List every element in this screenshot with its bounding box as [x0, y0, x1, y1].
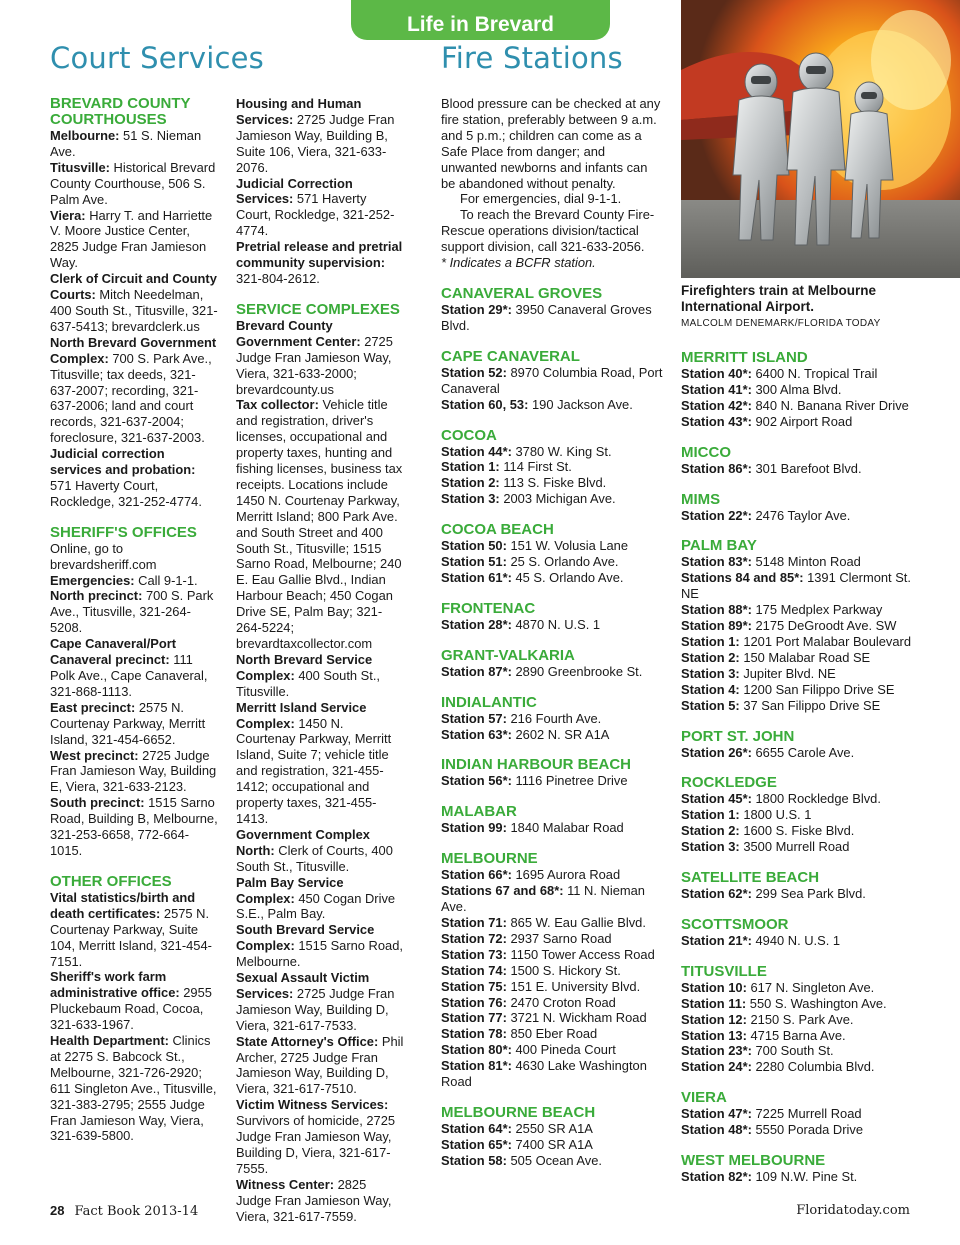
section-heading: CAPE CANAVERAL — [441, 347, 580, 365]
station-entry: Station 44*: 3780 W. King St. — [441, 443, 612, 459]
entry: North precinct: 700 S. Park Ave., Titusville, 321-264-5208. — [50, 588, 214, 636]
entry: East precinct: 2575 N. Courtenay Parkway, Merritt Island, 321-454-6652. — [50, 699, 206, 747]
station-entry: Station 99: 1840 Malabar Road — [441, 820, 624, 836]
station-entry: Station 1: 114 First St. — [441, 459, 572, 475]
station-entry: Station 80*: 400 Pineda Court — [441, 1042, 616, 1058]
section-heading: CANAVERAL GROVES — [441, 284, 603, 302]
entry: Palm Bay Service Complex: 450 Cogan Drive S.E., Palm Bay. — [236, 874, 396, 922]
section-heading: VIERA — [681, 1089, 727, 1107]
station-entry: Station 48*: 5550 Porada Drive — [681, 1122, 863, 1138]
station-entry: Station 5: 37 San Filippo Drive SE — [681, 697, 881, 713]
entry: Vital statistics/birth and death certificates: 2575 N. Courtenay Parkway, Suite 104, Merritt Island, 321-454-7151. — [50, 889, 212, 969]
entry: Sexual Assault Victim Services: 2725 Judge Fran Jamieson Way, Building D, Viera, 321-617-7533. — [236, 970, 395, 1033]
station-entry: Station 74: 1500 S. Hickory St. — [441, 962, 621, 978]
station-entry: Station 77: 3721 N. Wickham Road — [441, 1010, 647, 1026]
station-entry: Station 40*: 6400 N. Tropical Trail — [681, 366, 878, 381]
section-heading: COCOA — [441, 426, 497, 444]
section-heading: PALM BAY — [681, 537, 757, 555]
entry: Cape Canaveral/Port Canaveral precinct: 111 Polk Ave., Cape Canaveral, 321-868-1113. — [50, 636, 208, 699]
section-heading: MALABAR — [441, 803, 517, 821]
court-column-1 — [50, 96, 218, 1144]
entry: South precinct: 1515 Sarno Road, Building B, Melbourne, 321-253-6658, 772-664-1015. — [50, 795, 218, 858]
entry: South Brevard Service Complex: 1515 Sarno Road, Melbourne. — [236, 922, 403, 970]
station-entry: Station 76: 2470 Croton Road — [441, 994, 616, 1010]
section-heading: SERVICE COMPLEXES — [236, 300, 400, 318]
station-entry: Station 66*: 1695 Aurora Road — [441, 867, 621, 883]
station-entry: Station 3: 3500 Murrell Road — [681, 839, 850, 855]
station-entry: Station 45*: 1800 Rockledge Blvd. — [681, 791, 881, 807]
station-entry: Station 47*: 7225 Murrell Road — [681, 1106, 862, 1122]
station-entry: Station 64*: 2550 SR A1A — [441, 1120, 593, 1136]
station-entry: Station 1: 1201 Port Malabar Boulevard — [681, 633, 911, 649]
fire-stations-title: Fire Stations — [441, 41, 623, 75]
section-heading: INDIAN HARBOUR BEACH — [441, 756, 631, 774]
section-heading: MIMS — [681, 490, 721, 508]
entry: Judicial correction services and probation: 571 Haverty Court, Rockledge, 321-252-4774. — [50, 446, 202, 509]
section-heading: GRANT-VALKARIA — [441, 646, 575, 664]
entry: Tax collector: Vehicle title and registration, driver's licenses, occupational and property taxes, hunting and fishing licenses, business tax receipts. Locations include 1450 N. Courtenay Parkway, Merritt Island; 800 Park Ave. and South Street and 400 South St., Titusville; 1515 Sarno Road, Melbourne; 240 E. Eau Gallie Blvd., Indian Harbour Beach; 450 Cogan Drive SE, Palm Bay; 321-264-5224; brevardtaxcollector.com — [236, 397, 403, 651]
entry: Victim Witness Services: Survivors of homicide, 2725 Judge Fran Jamieson Way, Building D, Viera, 321-617-7555. — [236, 1097, 396, 1176]
photo-caption: Firefighters train at Melbourne International Airport. — [681, 283, 877, 314]
entry: Sheriff's work farm administrative office: 2955 Pluckebaum Road, Cocoa, 321-633-1967. — [50, 969, 212, 1033]
station-entry: Station 88*: 175 Medplex Parkway — [681, 602, 883, 618]
section-heading: MELBOURNE BEACH — [441, 1103, 596, 1121]
page-footer — [50, 1203, 198, 1219]
station-entry: Station 13: 4715 Barna Ave. — [681, 1027, 846, 1043]
section-heading: MERRITT ISLAND — [681, 349, 808, 366]
station-entry: Station 1: 1800 U.S. 1 — [681, 807, 812, 823]
station-entry: Station 11: 550 S. Washington Ave. — [681, 995, 887, 1011]
section-heading: COCOA BEACH — [441, 521, 554, 539]
section-heading: SHERIFF'S OFFICES — [50, 523, 197, 541]
station-entry: Station 78: 850 Eber Road — [441, 1026, 598, 1042]
station-entry: Station 4: 1200 San Filippo Drive SE — [681, 681, 895, 697]
entry: Clerk of Circuit and County Courts: Mitch Needelman, 400 South St., Titusville, 321-637-5413; brevardclerk.us — [50, 271, 218, 334]
entry: Titusville: Historical Brevard County Courthouse, 506 S. Palm Ave. — [50, 159, 216, 207]
website-footer: Floridatoday.com — [796, 1203, 910, 1218]
entry: Melbourne: 51 S. Nieman Ave. — [50, 128, 202, 159]
entry: North Brevard Service Complex: 400 South St., Titusville. — [236, 651, 381, 699]
section-heading: WEST MELBOURNE — [681, 1152, 826, 1170]
section-heading: OTHER OFFICES — [50, 872, 172, 890]
station-entry: Station 43*: 902 Airport Road — [681, 413, 853, 429]
station-entry: Station 62*: 299 Sea Park Blvd. — [681, 886, 866, 902]
station-entry: Station 29*: 3950 Canaveral Groves Blvd. — [441, 301, 652, 333]
entry: Housing and Human Services: 2725 Judge Fran Jamieson Way, Building B, Suite 106, Viera, 321-633-2076. — [236, 96, 395, 175]
section-heading: TITUSVILLE — [681, 962, 767, 980]
station-entry: Station 12: 2150 S. Park Ave. — [681, 1011, 854, 1027]
photo-credit: MALCOLM DENEMARK/FLORIDA TODAY — [681, 318, 881, 329]
section-heading: ROCKLEDGE — [681, 774, 777, 792]
station-entry: Station 2: 113 S. Fiske Blvd. — [441, 475, 607, 491]
station-entry: Station 41*: 300 Alma Blvd. — [681, 381, 842, 397]
station-entry: Station 50: 151 W. Volusia Lane — [441, 538, 629, 554]
station-entry: Station 2: 150 Malabar Road SE — [681, 649, 871, 665]
station-entry: Station 51: 25 S. Orlando Ave. — [441, 554, 619, 570]
entry: Merritt Island Service Complex: 1450 N. Courtenay Parkway, Merritt Island, Suite 7; vehicle title and registration, 321-455-1412; occupational and property taxes, 321-455-1413. — [236, 699, 392, 826]
station-entry: Station 87*: 2890 Greenbrooke St. — [441, 663, 643, 679]
station-entry: Station 72: 2937 Sarno Road — [441, 930, 612, 946]
entry: Judicial Correction Services: 571 Haverty Court, Rockledge, 321-252-4774. — [236, 175, 395, 239]
station-entry: Station 28*: 4870 N. U.S. 1 — [441, 616, 601, 632]
station-entry: Station 89*: 2175 DeGroodt Ave. SW — [681, 618, 897, 634]
section-banner: Life in Brevard — [351, 0, 610, 40]
station-entry: Station 24*: 2280 Columbia Blvd. — [681, 1059, 875, 1075]
section-heading: MELBOURNE — [441, 850, 538, 868]
section-heading: INDIALANTIC — [441, 693, 537, 711]
station-entry: Station 56*: 1116 Pinetree Drive — [441, 773, 628, 789]
station-entry: Station 23*: 700 South St. — [681, 1043, 834, 1059]
entry: North Brevard Government Complex: 700 S. Park Ave., Titusville; tax deeds, 321-637-2007; recording, 321-637-2006; land and court records, 321-637-2004; foreclosure, 321-637-2003. — [50, 334, 217, 446]
entry: Brevard County Government Center: 2725 Judge Fran Jamieson Way, Viera, 321-633-2000; brevardcounty.us — [236, 317, 393, 397]
intro-note: * Indicates a BCFR station. — [441, 255, 596, 271]
station-entry: Station 71: 865 W. Eau Gallie Blvd. — [441, 915, 646, 930]
court-services-title: Court Services — [50, 41, 264, 75]
station-entry: Station 21*: 4940 N. U.S. 1 — [681, 932, 841, 948]
station-entry: Station 10: 617 N. Singleton Ave. — [681, 979, 875, 995]
station-entry: Stations 67 and 68*: 11 N. Nieman Ave. — [441, 883, 645, 915]
section-heading: SCOTTSMOOR — [681, 915, 789, 933]
court-column-2 — [236, 96, 404, 1225]
station-entry: Station 63*: 2602 N. SR A1A — [441, 726, 610, 742]
firefighters-photo — [681, 0, 960, 278]
publication-name: Fact Book 2013-14 — [74, 1204, 199, 1219]
intro-text: For emergencies, dial 9-1-1. — [460, 191, 622, 207]
section-heading: FRONTENAC — [441, 599, 536, 617]
station-entry: Station 65*: 7400 SR A1A — [441, 1136, 593, 1152]
station-entry: Station 22*: 2476 Taylor Ave. — [681, 507, 851, 523]
section-heading: SATELLITE BEACH — [681, 869, 820, 887]
station-entry: Station 73: 1150 Tower Access Road — [441, 946, 655, 962]
station-entry: Station 82*: 109 N.W. Pine St. — [681, 1169, 858, 1185]
station-entry: Station 2: 1600 S. Fiske Blvd. — [681, 823, 855, 839]
entry: West precinct: 2725 Judge Fran Jamieson Way, Building E, Viera, 321-633-2123. — [50, 747, 217, 795]
fire-column-2 — [681, 350, 921, 1185]
intro-text: To reach the Brevard County Fire-Rescue operations division/tactical support division, call 321-633-2056. — [441, 207, 655, 255]
fire-column-1 — [441, 96, 663, 1169]
station-entry: Station 81*: 4630 Lake Washington Road — [441, 1058, 647, 1090]
entry: Government Complex North: Clerk of Courts, 400 South St., Titusville. — [236, 826, 393, 874]
page-number: 28 — [50, 1203, 65, 1218]
entry: Online, go to brevardsheriff.com — [50, 540, 157, 572]
station-entry: Station 61*: 45 S. Orlando Ave. — [441, 569, 624, 585]
station-entry: Station 57: 216 Fourth Ave. — [441, 710, 602, 726]
station-entry: Station 3: Jupiter Blvd. NE — [681, 665, 836, 681]
station-entry: Station 52: 8970 Columbia Road, Port Canaveral — [441, 364, 663, 396]
intro-text: Blood pressure can be checked at any fire station, preferably between 9 a.m. and 5 p.m.; children can come as a Safe Place from danger; and unwanted newborns and infants can be abandoned without penalty. — [441, 96, 661, 191]
station-entry: Station 3: 2003 Michigan Ave. — [441, 491, 616, 507]
entry: Pretrial release and pretrial community supervision: 321-804-2612. — [236, 239, 403, 286]
station-entry: Station 83*: 5148 Minton Road — [681, 554, 861, 570]
station-entry: Station 26*: 6655 Carole Ave. — [681, 744, 855, 760]
entry: Health Department: Clinics at 2275 S. Babcock St., Melbourne, 321-726-2920; 611 Singleton Ave., Titusville, 321-383-2795; 2555 Judge Fran Jamieson Way, Viera, 321-639-5800. — [50, 1033, 217, 1144]
station-entry: Stations 84 and 85*: 1391 Clermont St. NE — [681, 570, 911, 602]
entry: Viera: Harry T. and Harriette V. Moore Justice Center, 2825 Judge Fran Jamieson Way. — [50, 207, 213, 271]
entry: State Attorney's Office: Phil Archer, 2725 Judge Fran Jamieson Way, Building D, Viera, 321-617-7510. — [236, 1033, 404, 1097]
entry: Emergencies: Call 9-1-1. — [50, 572, 198, 588]
station-entry: Station 86*: 301 Barefoot Blvd. — [681, 460, 862, 476]
station-entry: Station 60, 53: 190 Jackson Ave. — [441, 396, 633, 412]
section-heading: PORT ST. JOHN — [681, 727, 795, 745]
station-entry: Station 75: 151 E. University Blvd. — [441, 978, 641, 994]
section-heading: MICCO — [681, 443, 731, 461]
entry: Witness Center: 2825 Judge Fran Jamieson Way, Viera, 321-617-7559. — [236, 1176, 392, 1224]
station-entry: Station 42*: 840 N. Banana River Drive — [681, 397, 909, 413]
station-entry: Station 58: 505 Ocean Ave. — [441, 1152, 602, 1168]
section-heading: BREVARD COUNTY COURTHOUSES — [50, 95, 191, 128]
